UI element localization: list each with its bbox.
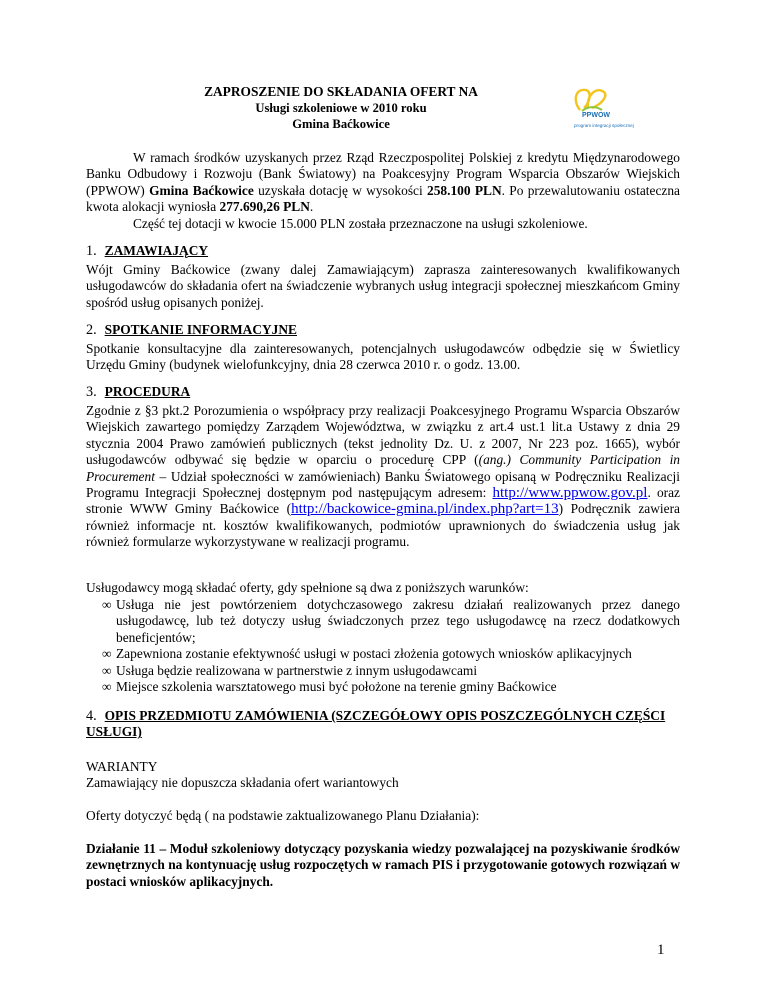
logo-name: PPWOW — [582, 112, 610, 119]
intro-text-e: . Po przewalutowaniu ostateczna kwota alokacji wyniosła — [86, 182, 680, 215]
intro-final-amount: 277.690,26 PLN — [219, 199, 310, 215]
conditions-intro: Usługodawcy mogą składać oferty, gdy spełnione są dwa z poniższych warunków: — [86, 580, 529, 595]
intro-text-c: uzyskała dotację w wysokości — [253, 182, 428, 198]
procedure-text-d: . oraz stronie WWW Gminy Baćkowice ( — [86, 485, 680, 517]
section-4-heading — [86, 708, 680, 741]
intro-grant-amount: 258.100 PLN — [427, 182, 502, 198]
section-3-number: 3. — [86, 384, 97, 400]
section-2-title: SPOTKANIE INFORMACYJNE — [104, 322, 297, 337]
section-2-heading — [86, 322, 297, 338]
header-subtitle: Usługi szkoleniowe w 2010 roku — [255, 101, 427, 116]
condition-item — [86, 646, 680, 662]
condition-text: Miejsce szkolenia warsztatowego musi być położone na terenie gminy Baćkowice — [116, 679, 557, 695]
intro-paragraph-2: Część tej dotacji w kwocie 15.000 PLN została przeznaczone na usługi szkoleniowe. — [133, 216, 588, 231]
section-3-heading — [86, 384, 190, 400]
conditions-list — [86, 597, 680, 695]
infinity-bullet-icon: ∞ — [102, 597, 112, 612]
header-gmina: Gmina Baćkowice — [292, 117, 390, 132]
section-3-title: PROCEDURA — [104, 384, 191, 399]
page-number: 1 — [657, 942, 665, 958]
procedure-text-a: Zgodnie z §3 pkt.2 Porozumienia o współpracy przy realizacji Poakcesyjnego Programu Wsparcia Obszarów Wiejskich zawartego pomiędzy Zarządem Województwa, w związku z art.4 ust.1 lit.a Ustawy z dnia 29 stycznia 2004 Prawo zamówień publicznych (tekst jednolity Dz. U. z 2007, Nr 223 poz. 1665), wybór usługodawców odbywać się będzie w oparciu o procedurę CPP ( — [86, 403, 680, 468]
warianty-title: WARIANTY — [86, 759, 158, 774]
condition-text: Usługa nie jest powtórzeniem dotychczasowego zakresu działań realizowanych przez danego usługodawcę, lub też dotyczy usług świadczonych przez tego usługodawcę na rzecz dodatkowych beneficjentów; — [116, 597, 680, 645]
logo-tagline: program integracji społecznej — [574, 123, 634, 128]
condition-item — [86, 597, 680, 646]
infinity-bullet-icon: ∞ — [102, 679, 112, 695]
intro-paragraph — [86, 150, 680, 216]
section-4-title: OPIS PRZEDMIOTU ZAMÓWIENIA (SZCZEGÓŁOWY OPIS POSZCZEGÓLNYCH CZĘŚCI USŁUGI) — [86, 708, 666, 740]
intro-text-a: W ramach środków uzyskanych przez Rząd Rzeczpospolitej Polskiej z kredytu Międzynarodowego Banku Odbudowy i Rozwoju (Bank Światowy) na Poakcesyjny Program Wsparcia Obszarów Wiejskich (PPWOW) — [86, 150, 680, 198]
section-3-text — [86, 403, 680, 551]
section-2-text: Spotkanie konsultacyjne dla zainteresowanych, potencjalnych usługodawców odbędzie się w Świetlicy Urzędu Gminy (budynek wielofunkcyjny, dnia 28 czerwca 2010 r. o godz. 13.00. — [86, 341, 680, 373]
condition-item — [86, 679, 680, 695]
section-2-number: 2. — [86, 322, 97, 338]
document-header — [86, 84, 596, 132]
section-1-number: 1. — [86, 243, 97, 259]
ppwow-logo — [566, 84, 662, 136]
warianty-text: Zamawiający nie dopuszcza składania ofert wariantowych — [86, 775, 399, 790]
section-1-text: Wójt Gminy Baćkowice (zwany dalej Zamawiającym) zaprasza zainteresowanych kwalifikowanych usługodawców do składania ofert na świadczenie wybranych usług integracji społecznej mieszkańcom Gminy spośród usług opisanych poniżej. — [86, 262, 680, 310]
procedure-text-e: ) Podręcznik zawiera również informacje nt. kosztów kwalifikowanych, podmiotów uprawnionych do świadczenia usług jak również formularze wykorzystywane w realizacji programu. — [86, 501, 680, 550]
condition-text: Zapewniona zostanie efektywność usługi w postaci złożenia gotowych wniosków aplikacyjnych — [116, 646, 632, 662]
intro-gmina: Gmina Baćkowice — [149, 182, 254, 198]
section-4-number: 4. — [86, 708, 97, 724]
infinity-bullet-icon: ∞ — [102, 646, 112, 662]
backowice-link[interactable]: http://backowice-gmina.pl/index.php?art=13 — [291, 501, 559, 518]
infinity-bullet-icon: ∞ — [102, 662, 112, 678]
intro-text-g: . — [309, 199, 314, 215]
condition-text: Usługa będzie realizowana w partnerstwie z innym usługodawcami — [116, 662, 478, 678]
header-title: ZAPROSZENIE DO SKŁADANIA OFERT NA — [204, 84, 478, 99]
procedure-cpp-term: (ang.) Community Participation in Procurement — [86, 452, 681, 484]
oferty-text: Oferty dotyczyć będą ( na podstawie zaktualizowanego Planu Działania): — [86, 808, 480, 823]
section-1-title: ZAMAWIAJĄCY — [104, 243, 209, 258]
dzialanie-11-text: Działanie 11 – Moduł szkoleniowy dotyczący pozyskania wiedzy pozwalającej na pozyskiwanie środków zewnętrznych na kontynuację usług rozpoczętych w ramach PIS i przygotowanie gotowych rozwiązań w postaci wniosków aplikacyjnych. — [86, 841, 680, 889]
procedure-text-c: – Udział społeczności w zamówieniach) Banku Światowego opisaną w Podręczniku Realizacji Programu Integracji Społecznej dostępnym pod następującym adresem: — [86, 468, 680, 501]
section-1-heading — [86, 243, 208, 259]
ppwow-link[interactable]: http://www.ppwow.gov.pl — [492, 485, 648, 502]
condition-item — [86, 663, 680, 679]
